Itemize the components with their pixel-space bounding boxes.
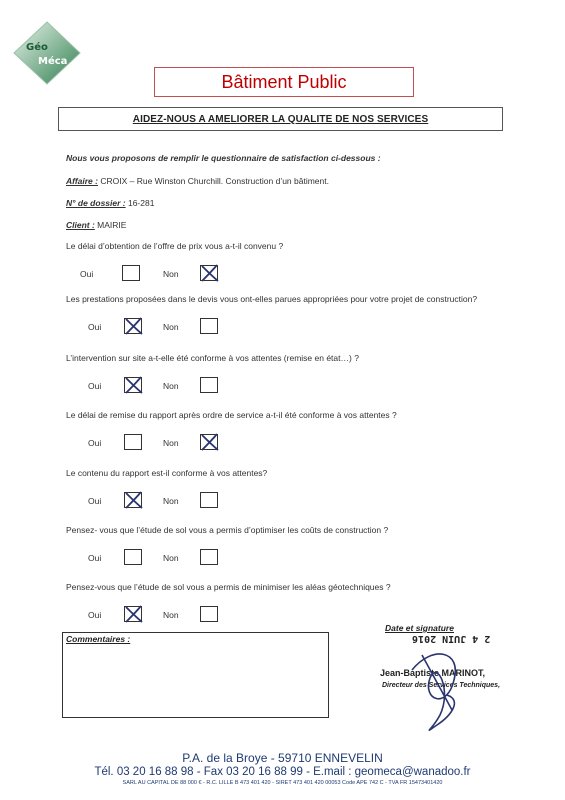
oui-label: Oui [88, 610, 102, 620]
info-client [66, 220, 126, 230]
check-mark-icon [122, 374, 146, 396]
oui-checkbox[interactable] [124, 606, 142, 622]
non-checkbox[interactable] [200, 492, 218, 508]
oui-label: Oui [88, 322, 102, 332]
info-value: 16-281 [125, 198, 155, 208]
non-checkbox[interactable] [200, 265, 218, 281]
non-checkbox[interactable] [200, 377, 218, 393]
non-checkbox[interactable] [200, 606, 218, 622]
footer-address: P.A. de la Broye - 59710 ENNEVELIN [182, 751, 383, 765]
non-label: Non [163, 610, 179, 620]
oui-label: Oui [88, 496, 102, 506]
oui-checkbox[interactable] [124, 318, 142, 334]
comments-label: Commentaires : [66, 634, 131, 644]
page-title-box [154, 67, 414, 97]
handwritten-signature [392, 640, 482, 740]
info-affaire [66, 176, 329, 186]
oui-label: Oui [88, 438, 102, 448]
check-mark-icon [198, 262, 222, 284]
oui-label: Oui [88, 381, 102, 391]
signature-label: Date et signature [385, 623, 454, 633]
non-label: Non [163, 496, 179, 506]
info-dossier [66, 198, 154, 208]
question-text: Le délai de remise du rapport après ordre de service a-t-il été conforme à vos attentes ? [66, 410, 397, 420]
info-value: CROIX – Rue Winston Churchill. Construction d’un bâtiment. [97, 176, 329, 186]
question-text: L’intervention sur site a-t-elle été conforme à vos attentes (remise en état…) ? [66, 353, 359, 363]
logo-line2: Méca [38, 56, 68, 67]
non-label: Non [163, 269, 179, 279]
non-label: Non [163, 553, 179, 563]
non-label: Non [163, 438, 179, 448]
non-label: Non [163, 322, 179, 332]
signatory-name: Jean-Baptiste MARINOT, [380, 668, 486, 678]
question-text: Pensez- vous que l’étude de sol vous a permis d’optimiser les coûts de construction ? [66, 525, 389, 535]
question-text: Les prestations proposées dans le devis vous ont-elles parues appropriées pour votre projet de construction? [66, 294, 478, 304]
info-label: Affaire : [66, 176, 98, 186]
question-text: Pensez-vous que l’étude de sol vous a permis de minimiser les aléas géotechniques ? [66, 582, 391, 592]
info-value: MAIRIE [94, 220, 127, 230]
company-logo [12, 20, 82, 86]
oui-checkbox[interactable] [124, 492, 142, 508]
oui-checkbox[interactable] [122, 265, 140, 281]
page-subtitle: AIDEZ-NOUS A AMELIORER LA QUALITE DE NOS SERVICES [132, 113, 429, 125]
check-mark-icon [122, 315, 146, 337]
oui-checkbox[interactable] [124, 549, 142, 565]
oui-label: Oui [88, 553, 102, 563]
non-label: Non [163, 381, 179, 391]
oui-label: Oui [80, 269, 94, 279]
oui-checkbox[interactable] [124, 377, 142, 393]
footer-contact: Tél. 03 20 16 88 98 - Fax 03 20 16 88 99 - E.mail : geomeca@wanadoo.fr [94, 766, 471, 778]
subtitle-box [58, 107, 503, 131]
intro-text: Nous vous proposons de remplir le questionnaire de satisfaction ci-dessous : [66, 153, 381, 163]
question-text: Le contenu du rapport est-il conforme à vos attentes? [66, 468, 268, 478]
logo-line1: Géo [26, 42, 48, 53]
info-label: N° de dossier : [66, 198, 126, 208]
oui-checkbox[interactable] [124, 434, 142, 450]
check-mark-icon [122, 603, 146, 625]
info-label: Client : [66, 220, 95, 230]
check-mark-icon [198, 431, 222, 453]
check-mark-icon [122, 489, 146, 511]
page-title: Bâtiment Public [221, 71, 347, 92]
question-text: Le délai d’obtention de l’offre de prix vous a-t-il convenu ? [66, 241, 284, 251]
non-checkbox[interactable] [200, 318, 218, 334]
comments-box[interactable] [62, 632, 329, 718]
signatory-role: Directeur des Services Techniques, [382, 682, 501, 689]
non-checkbox[interactable] [200, 434, 218, 450]
non-checkbox[interactable] [200, 549, 218, 565]
date-stamp: 2 4 JUIN 2016 [412, 633, 491, 644]
footer-legal: SARL AU CAPITAL DE 88 000 € - R.C. LILLE B 473 401 420 - SIRET 473 401 420 00053 Code APE 742 C - TVA FR 15473401420 [122, 780, 443, 786]
